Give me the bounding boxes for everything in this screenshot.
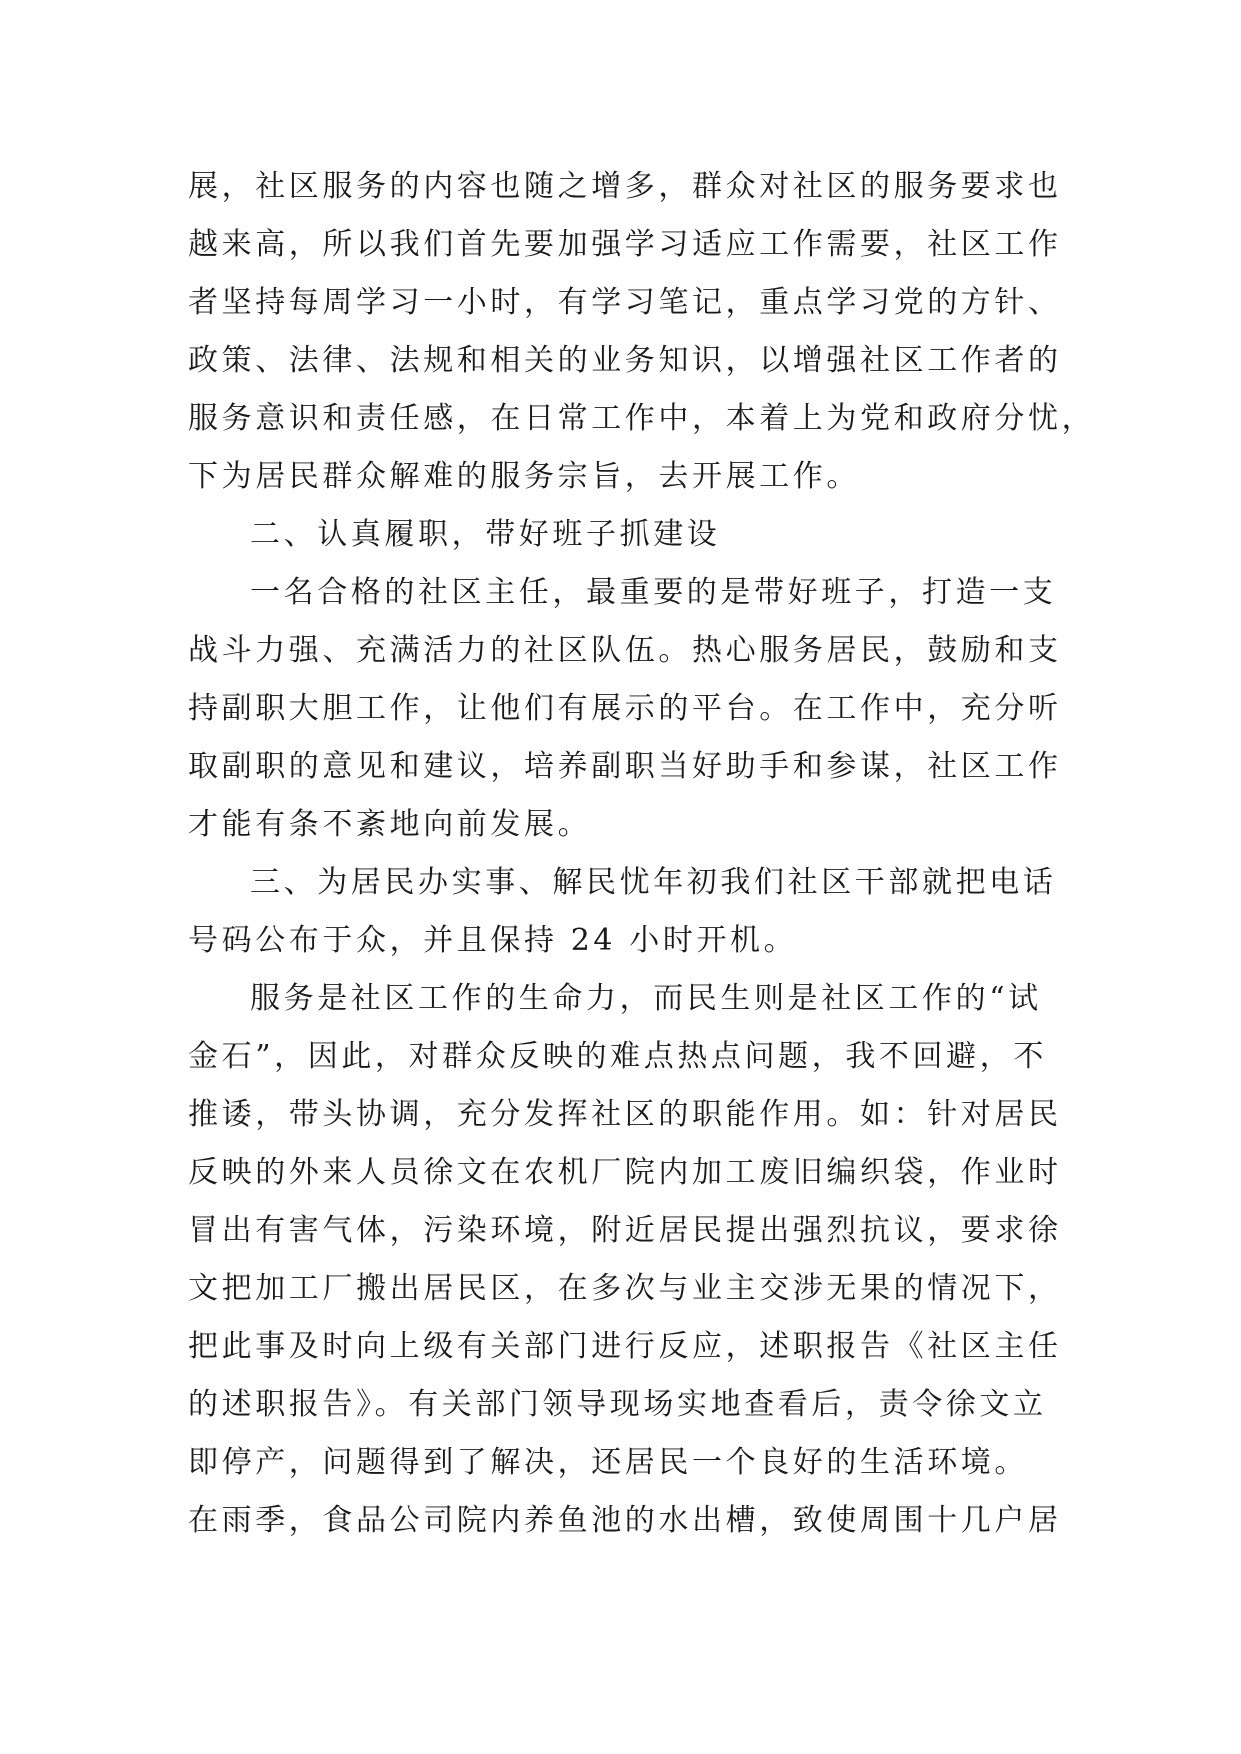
text-line: 即停产，问题得到了解决，还居民一个良好的生活环境。 (188, 1445, 1028, 1480)
text-line: 战斗力强、充满活力的社区队伍。热心服务居民，鼓励和支 (188, 633, 1062, 668)
text-line: 反映的外来人员徐文在农机厂院内加工废旧编织袋，作业时 (188, 1155, 1062, 1190)
text-line: 才能有条不紊地向前发展。 (188, 807, 592, 842)
text-line: 号码公布于众，并且保持 24 小时开机。 (188, 923, 798, 958)
text-line: 服务意识和责任感，在日常工作中，本着上为党和政府分忧， (188, 401, 1096, 436)
text-line: 把此事及时向上级有关部门进行反应，述职报告《社区主任 (188, 1329, 1062, 1364)
text-line: 政策、法律、法规和相关的业务知识，以增强社区工作者的 (188, 343, 1062, 378)
text-line: 的述职报告》。有关部门领导现场实地查看后，责令徐文立 (188, 1387, 1047, 1422)
text-line: 取副职的意见和建议，培养副职当好助手和参谋，社区工作 (188, 749, 1062, 784)
text-line: 文把加工厂搬出居民区，在多次与业主交涉无果的情况下， (188, 1271, 1062, 1306)
text-line: 一名合格的社区主任，最重要的是带好班子，打造一支 (250, 575, 1057, 610)
text-line: 二、认真履职，带好班子抓建设 (250, 517, 721, 552)
text-line: 下为居民群众解难的服务宗旨，去开展工作。 (188, 459, 860, 494)
text-line: 在雨季，食品公司院内养鱼池的水出槽，致使周围十几户居 (188, 1503, 1062, 1538)
text-line: 三、为居民办实事、解民忧年初我们社区干部就把电话 (250, 865, 1057, 900)
text-line: 者坚持每周学习一小时，有学习笔记，重点学习党的方针、 (188, 285, 1062, 320)
document-body (188, 158, 1096, 1550)
text-line: 展，社区服务的内容也随之增多，群众对社区的服务要求也 (188, 169, 1062, 204)
text-line: 冒出有害气体，污染环境，附近居民提出强烈抗议，要求徐 (188, 1213, 1062, 1248)
text-line: 越来高，所以我们首先要加强学习适应工作需要，社区工作 (188, 227, 1062, 262)
text-line: 金石”，因此，对群众反映的难点热点问题，我不回避，不 (188, 1039, 1047, 1074)
text-line: 持副职大胆工作，让他们有展示的平台。在工作中，充分听 (188, 691, 1062, 726)
text-line: 服务是社区工作的生命力，而民生则是社区工作的“试 (250, 981, 1042, 1016)
text-line: 推诿，带头协调，充分发挥社区的职能作用。如：针对居民 (188, 1097, 1062, 1132)
